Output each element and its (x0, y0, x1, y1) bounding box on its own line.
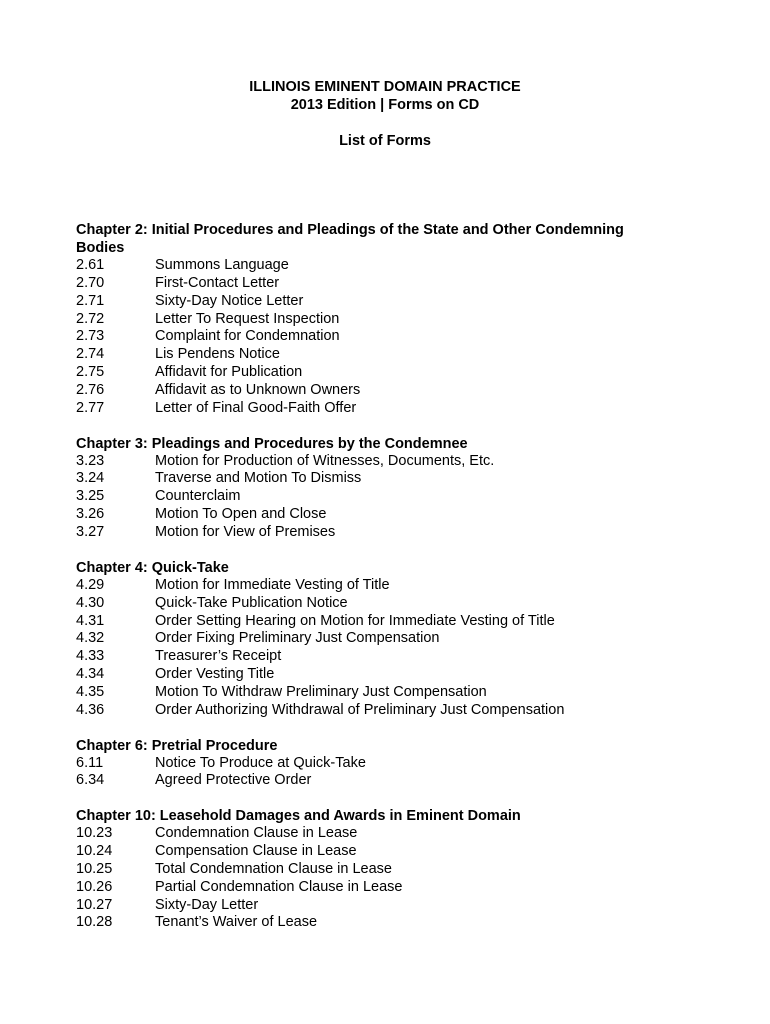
form-row (76, 843, 676, 861)
form-number: 4.30 (76, 594, 105, 611)
form-number: 2.77 (76, 399, 105, 416)
form-number: 10.28 (76, 914, 113, 931)
form-name: Summons Language (155, 257, 289, 273)
chapter-title: Chapter 2: Initial Procedures and Pleadings of the State and Other Condemning Bodies (76, 222, 624, 256)
form-row (76, 879, 676, 897)
list-of-forms-heading: List of Forms (339, 133, 431, 149)
form-row (76, 702, 676, 720)
form-row (76, 257, 676, 275)
form-number: 2.75 (76, 364, 105, 381)
chapter-section (76, 435, 676, 542)
document-header (0, 78, 770, 150)
form-name: Order Authorizing Withdrawal of Preliminary Just Compensation (155, 701, 565, 718)
form-row (76, 470, 676, 488)
form-number: 2.70 (76, 274, 105, 291)
form-number: 2.72 (76, 310, 105, 327)
form-number: 4.31 (76, 612, 105, 629)
form-number: 10.26 (76, 878, 113, 895)
form-number: 6.34 (76, 772, 105, 789)
form-row (76, 275, 676, 293)
chapter-section (76, 559, 676, 720)
form-number: 2.73 (76, 328, 105, 345)
form-number: 10.24 (76, 843, 113, 860)
chapter-section (76, 221, 676, 418)
chapter-title: Chapter 10: Leasehold Damages and Awards in Eminent Domain (76, 808, 521, 825)
form-row (76, 897, 676, 915)
form-number: 4.29 (76, 576, 105, 593)
form-name: Condemnation Clause in Lease (155, 825, 358, 842)
form-row (76, 914, 676, 932)
form-name: Motion for Immediate Vesting of Title (155, 576, 390, 593)
form-number: 10.27 (76, 896, 113, 913)
form-name: Notice To Produce at Quick-Take (155, 754, 366, 771)
form-name: Compensation Clause in Lease (155, 843, 357, 860)
form-number: 2.71 (76, 292, 105, 309)
form-number: 4.36 (76, 701, 105, 718)
form-name: Partial Condemnation Clause in Lease (155, 878, 403, 895)
form-row (76, 453, 676, 471)
form-row (76, 613, 676, 631)
chapter-title: Chapter 6: Pretrial Procedure (76, 737, 278, 754)
form-name: Letter To Request Inspection (155, 310, 340, 327)
chapter-section (76, 807, 676, 932)
edition-line: 2013 Edition | Forms on CD (290, 97, 480, 113)
form-row (76, 684, 676, 702)
form-row (76, 400, 676, 418)
document-title: ILLINOIS EMINENT DOMAIN PRACTICE (249, 79, 521, 95)
form-number: 3.26 (76, 506, 105, 523)
form-name: Motion for View of Premises (155, 523, 336, 540)
form-row (76, 524, 676, 542)
form-name: Traverse and Motion To Dismiss (155, 470, 362, 487)
form-row (76, 488, 676, 506)
form-number: 4.33 (76, 648, 105, 665)
form-row (76, 861, 676, 879)
form-number: 10.25 (76, 860, 113, 877)
form-name: Lis Pendens Notice (155, 346, 280, 363)
form-name: Counterclaim (155, 488, 241, 505)
form-row (76, 630, 676, 648)
form-name: Treasurer’s Receipt (155, 648, 282, 665)
form-number: 4.32 (76, 630, 105, 647)
form-number: 3.23 (76, 452, 105, 469)
form-number: 4.35 (76, 683, 105, 700)
form-name: Motion To Withdraw Preliminary Just Compensation (155, 683, 487, 700)
form-row (76, 346, 676, 364)
form-name: Complaint for Condemnation (155, 328, 340, 345)
form-number: 3.24 (76, 470, 105, 487)
form-name: Sixty-Day Notice Letter (155, 292, 304, 309)
form-number: 2.76 (76, 381, 105, 398)
form-number: 4.34 (76, 666, 105, 683)
form-row (76, 506, 676, 524)
form-number: 3.27 (76, 523, 105, 540)
form-name: Motion To Open and Close (155, 506, 327, 523)
form-name: Agreed Protective Order (155, 772, 312, 789)
form-name: Affidavit as to Unknown Owners (155, 381, 361, 398)
form-name: Quick-Take Publication Notice (155, 594, 348, 611)
form-name: Order Vesting Title (155, 666, 275, 683)
form-number: 6.11 (76, 754, 104, 771)
form-row (76, 577, 676, 595)
form-name: Tenant’s Waiver of Lease (155, 914, 318, 931)
form-row (76, 382, 676, 400)
form-name: Total Condemnation Clause in Lease (155, 860, 392, 877)
form-row (76, 772, 676, 790)
form-row (76, 666, 676, 684)
chapter-title: Chapter 3: Pleadings and Procedures by the Condemnee (76, 435, 468, 452)
form-row (76, 328, 676, 346)
form-name: Letter of Final Good-Faith Offer (155, 399, 357, 416)
chapter-title: Chapter 4: Quick-Take (76, 559, 229, 576)
form-name: Motion for Production of Witnesses, Documents, Etc. (155, 452, 495, 469)
chapter-section (76, 737, 676, 791)
forms-list (76, 221, 676, 949)
form-number: 3.25 (76, 488, 105, 505)
form-name: Affidavit for Publication (155, 364, 303, 381)
form-row (76, 364, 676, 382)
form-row (76, 293, 676, 311)
form-name: Order Setting Hearing on Motion for Immediate Vesting of Title (155, 612, 555, 629)
form-row (76, 311, 676, 329)
form-name: Order Fixing Preliminary Just Compensation (155, 630, 440, 647)
form-number: 2.74 (76, 346, 105, 363)
form-number: 10.23 (76, 825, 113, 842)
form-row (76, 755, 676, 773)
form-number: 2.61 (76, 257, 105, 273)
form-row (76, 825, 676, 843)
form-name: Sixty-Day Letter (155, 896, 259, 913)
form-row (76, 595, 676, 613)
form-name: First-Contact Letter (155, 274, 280, 291)
form-row (76, 648, 676, 666)
